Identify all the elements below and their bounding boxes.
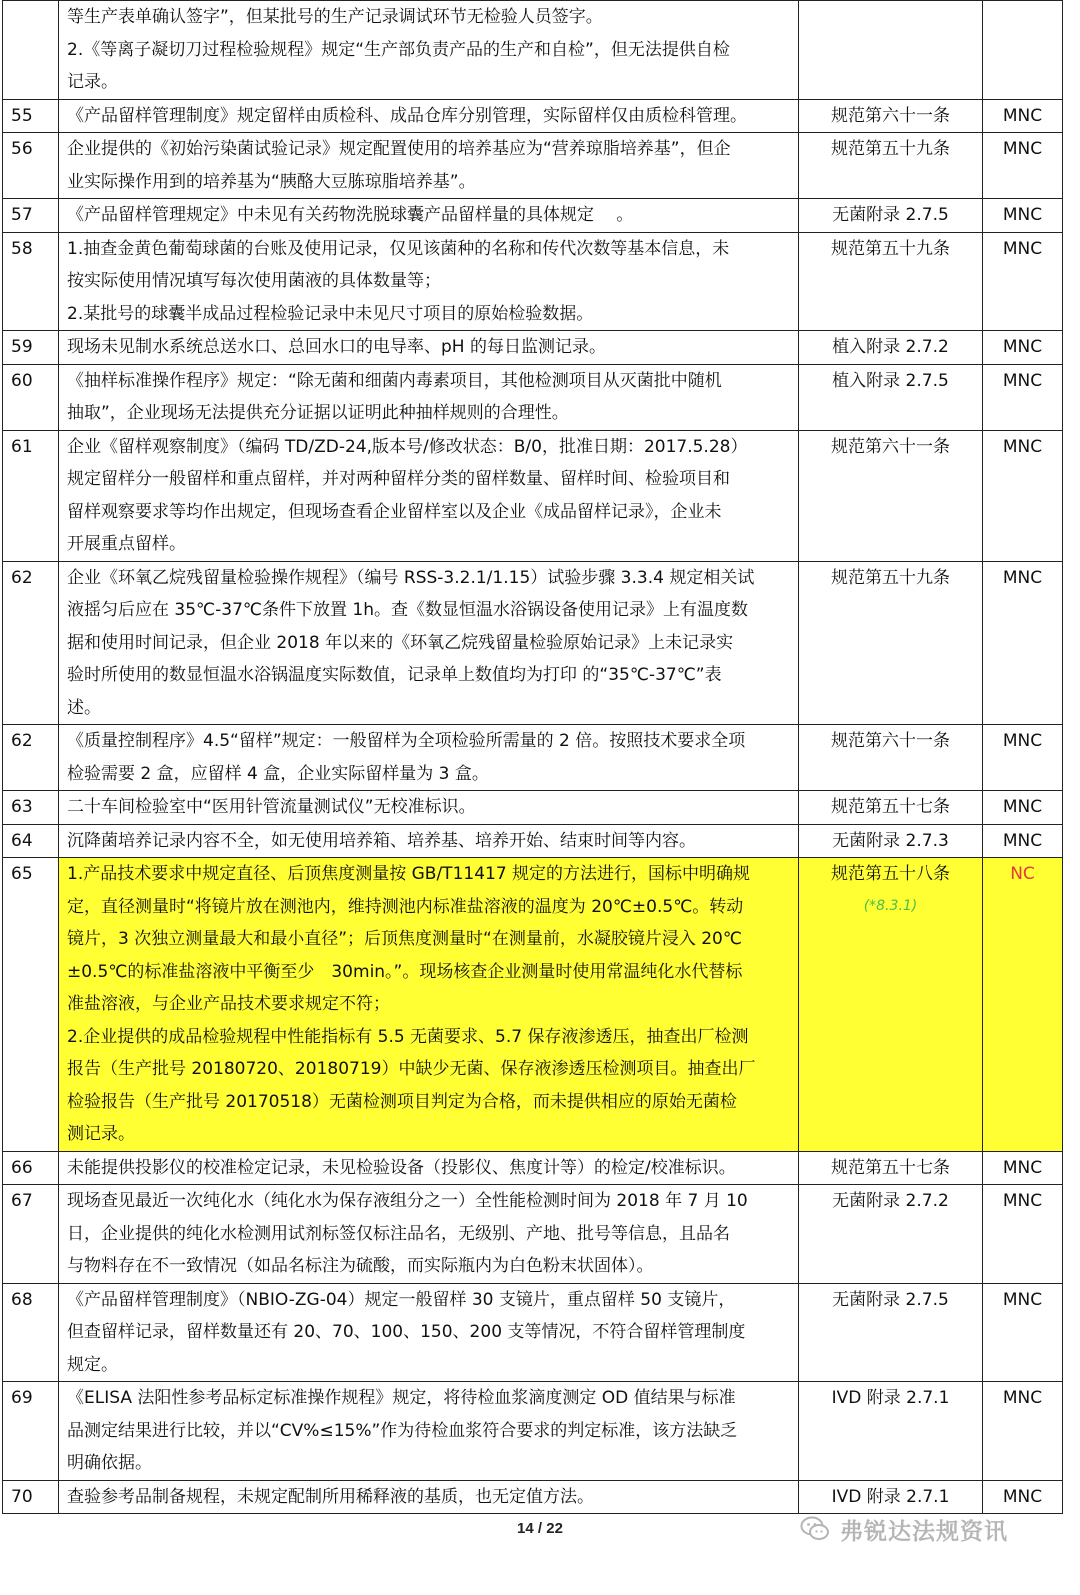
table-row — [3, 232, 1063, 331]
findings-table — [2, 0, 1063, 1514]
item-number — [3, 1, 59, 100]
item-number: 61 — [3, 430, 59, 561]
description-line: 等生产表单确认签字”，但某批号的生产记录调试环节无检验人员签字。 — [67, 7, 603, 27]
description-line: 查验参考品制备规程，未规定配制所用稀释液的基质，也无定值方法。 — [67, 1486, 594, 1507]
finding-description — [59, 133, 799, 199]
item-number: 63 — [3, 791, 59, 825]
regulation-reference — [799, 199, 983, 233]
regulation-reference — [799, 1283, 983, 1382]
description-line: 但查留样记录，留样数量还有 20、70、100、150、200 支等情况，不符合留样管理制度 — [67, 1322, 746, 1342]
nonconformity-grade: MNC — [983, 1185, 1063, 1284]
finding-description — [59, 1, 799, 100]
table-row — [3, 1382, 1063, 1481]
description-line: 与物料存在不一致情况（如品名标注为硫酸，而实际瓶内为白色粉末状固体）。 — [67, 1256, 654, 1276]
finding-description — [59, 99, 799, 133]
regulation-reference — [799, 725, 983, 791]
description-line: 抽取”，企业现场无法提供充分证据以证明此种抽样规则的合理性。 — [67, 403, 569, 423]
description-line: 镜片，3 次独立测量最大和最小直径”；后顶焦度测量时“在测量前，水凝胶镜片浸入 20℃ — [67, 929, 742, 949]
item-number: 55 — [3, 99, 59, 133]
finding-description — [59, 364, 799, 430]
item-number: 66 — [3, 1151, 59, 1185]
table-row — [3, 430, 1063, 561]
description-line: 2.某批号的球囊半成品过程检验记录中未见尺寸项目的原始检验数据。 — [67, 303, 594, 324]
nonconformity-grade: MNC — [983, 561, 1063, 725]
item-number: 62 — [3, 725, 59, 791]
watermark — [800, 1507, 1050, 1551]
regulation-reference — [799, 1185, 983, 1284]
table-row — [3, 1283, 1063, 1382]
page-total: 22 — [546, 1520, 563, 1537]
regulation-reference — [799, 1151, 983, 1185]
finding-description — [59, 858, 799, 1152]
finding-description — [59, 430, 799, 561]
item-number: 68 — [3, 1283, 59, 1382]
nonconformity-grade: MNC — [983, 364, 1063, 430]
finding-description — [59, 199, 799, 233]
description-line: 日，企业提供的纯化水检测用试剂标签仅标注品名，无级别、产地、批号等信息，且品名 — [67, 1223, 730, 1244]
reference-text: 规范第六十一条 — [831, 105, 950, 126]
description-line: 述。 — [67, 697, 101, 718]
description-line: 品测定结果进行比较，并以“CV%≤15%”作为待检血浆符合要求的判定标准，该方法缺乏 — [67, 1420, 738, 1441]
finding-description — [59, 331, 799, 365]
nonconformity-grade: MNC — [983, 1283, 1063, 1382]
regulation-reference — [799, 791, 983, 825]
table-row — [3, 725, 1063, 791]
regulation-reference — [799, 331, 983, 365]
nonconformity-grade: MNC — [983, 725, 1063, 791]
description-line: 报告（生产批号 20180720、20180719）中缺少无菌、保存液渗透压检测项目。抽查出厂 — [67, 1059, 756, 1079]
description-line: 未能提供投影仪的校准检定记录，未见检验设备（投影仪、焦度计等）的检定/校准标识。 — [67, 1157, 736, 1178]
description-line: 沉降菌培养记录内容不全，如无使用培养箱、培养基、培养开始、结束时间等内容。 — [67, 830, 696, 851]
reference-text: 规范第五十七条 — [831, 1157, 950, 1178]
description-line: ±0.5℃的标准盐溶液中平衡至少 30min。”。现场核查企业测量时使用常温纯化水代替标 — [67, 961, 743, 982]
description-line: 规定。 — [67, 1354, 118, 1375]
item-number: 70 — [3, 1480, 59, 1514]
description-line: 《质量控制程序》4.5“留样”规定：一般留样为全项检验所需量的 2 倍。按照技术要求全项 — [67, 731, 746, 751]
regulation-reference — [799, 824, 983, 858]
table-row — [3, 1151, 1063, 1185]
description-line: 《产品留样管理规定》中未见有关药物洗脱球囊产品留样量的具体规定 。 — [67, 205, 634, 225]
regulation-reference — [799, 364, 983, 430]
nonconformity-grade: MNC — [983, 1382, 1063, 1481]
finding-description — [59, 232, 799, 331]
finding-description — [59, 791, 799, 825]
table-row — [3, 791, 1063, 825]
table-row — [3, 364, 1063, 430]
item-number: 60 — [3, 364, 59, 430]
description-line: 二十车间检验室中“医用针管流量测试仪”无校准标识。 — [67, 797, 476, 817]
description-line: 《抽样标准操作程序》规定：“除无菌和细菌内毒素项目，其他检测项目从灭菌批中随机 — [67, 370, 722, 391]
item-number: 59 — [3, 331, 59, 365]
nonconformity-grade: MNC — [983, 331, 1063, 365]
finding-description — [59, 561, 799, 725]
wechat-icon — [800, 1515, 830, 1543]
description-line: 企业《环氧乙烷残留量检验操作规程》（编号 RSS-3.2.1/1.15）试验步骤 3.3.4 规定相关试 — [67, 567, 755, 588]
item-number: 65 — [3, 858, 59, 1152]
description-line: 业实际操作用到的培养基为“胰酪大豆胨琼脂培养基”。 — [67, 171, 476, 192]
finding-description — [59, 725, 799, 791]
finding-description — [59, 1151, 799, 1185]
item-number: 56 — [3, 133, 59, 199]
description-line: 企业提供的《初始污染菌试验记录》规定配置使用的培养基应为“营养琼脂培养基”，但企 — [67, 139, 731, 159]
reference-text: 规范第五十九条 — [831, 567, 950, 588]
table-row — [3, 99, 1063, 133]
nonconformity-grade: MNC — [983, 133, 1063, 199]
table-row — [3, 1, 1063, 100]
description-line: 《ELISA 法阳性参考品标定标准操作规程》规定，将待检血浆滴度测定 OD 值结果与标准 — [67, 1388, 736, 1408]
table-row — [3, 858, 1063, 1152]
description-line: 明确依据。 — [67, 1453, 152, 1473]
finding-description — [59, 1283, 799, 1382]
description-line: 1.抽查金黄色葡萄球菌的台账及使用记录，仅见该菌种的名称和传代次数等基本信息，未 — [67, 238, 730, 259]
description-line: 记录。 — [67, 72, 118, 92]
nonconformity-grade: MNC — [983, 99, 1063, 133]
nonconformity-grade — [983, 1, 1063, 100]
regulation-reference — [799, 561, 983, 725]
regulation-reference — [799, 99, 983, 133]
item-number: 62 — [3, 561, 59, 725]
item-number: 58 — [3, 232, 59, 331]
description-line: 《产品留样管理制度》（NBIO-ZG-04）规定一般留样 30 支镜片，重点留样 50 支镜片， — [67, 1289, 736, 1310]
table-row — [3, 133, 1063, 199]
nonconformity-grade: MNC — [983, 430, 1063, 561]
description-line: 《产品留样管理制度》规定留样由质检科、成品仓库分别管理，实际留样仅由质检科管理。 — [67, 105, 747, 126]
reference-text: 无菌附录 2.7.2 — [832, 1191, 949, 1211]
reference-subclause: (*8.3.1) — [863, 897, 918, 914]
reference-text: 无菌附录 2.7.5 — [832, 1289, 949, 1310]
description-line: 液摇匀后应在 35℃-37℃条件下放置 1h。查《数显恒温水浴锅设备使用记录》上有温度数 — [67, 600, 748, 620]
reference-text: 植入附录 2.7.2 — [832, 337, 949, 357]
regulation-reference — [799, 232, 983, 331]
item-number: 67 — [3, 1185, 59, 1284]
findings-table-body — [3, 1, 1063, 1514]
table-row — [3, 199, 1063, 233]
nonconformity-grade: MNC — [983, 1480, 1063, 1514]
reference-text: 无菌附录 2.7.5 — [832, 205, 949, 225]
description-line: 验时所使用的数显恒温水浴锅温度实际数值，记录单上数值均为打印 的“35℃-37℃”表 — [67, 665, 722, 685]
finding-description — [59, 824, 799, 858]
description-line: 测记录。 — [67, 1124, 135, 1144]
reference-text: 植入附录 2.7.5 — [832, 370, 949, 391]
reference-text: 规范第五十八条 — [831, 864, 950, 884]
table-row — [3, 1185, 1063, 1284]
regulation-reference — [799, 430, 983, 561]
regulation-reference — [799, 858, 983, 1152]
regulation-reference — [799, 133, 983, 199]
table-row — [3, 561, 1063, 725]
table-row — [3, 331, 1063, 365]
reference-text: 无菌附录 2.7.3 — [832, 830, 949, 851]
nonconformity-grade: MNC — [983, 232, 1063, 331]
description-line: 定，直径测量时“将镜片放在测池内，维持测池内标准盐溶液的温度为 20℃±0.5℃。转动 — [67, 896, 744, 917]
regulation-reference — [799, 1382, 983, 1481]
reference-text: 规范第六十一条 — [831, 731, 950, 751]
reference-text: IVD 附录 2.7.1 — [831, 1388, 950, 1408]
reference-text: 规范第六十一条 — [831, 436, 950, 457]
description-line: 准盐溶液，与企业产品技术要求规定不符； — [67, 994, 390, 1014]
description-line: 开展重点留样。 — [67, 534, 186, 554]
item-number: 69 — [3, 1382, 59, 1481]
watermark-text: 弗锐达法规资讯 — [840, 1518, 1008, 1545]
nonconformity-grade: NC — [983, 858, 1063, 1152]
description-line: 2.企业提供的成品检验规程中性能指标有 5.5 无菌要求、5.7 保存液渗透压，抽查出厂检测 — [67, 1026, 749, 1047]
finding-description — [59, 1185, 799, 1284]
finding-description — [59, 1382, 799, 1481]
page-separator: / — [537, 1520, 543, 1537]
reference-text: 规范第五十七条 — [831, 797, 950, 817]
nonconformity-grade: MNC — [983, 824, 1063, 858]
reference-text: 规范第五十九条 — [831, 238, 950, 259]
description-line: 检验需要 2 盒，应留样 4 盒，企业实际留样量为 3 盒。 — [67, 763, 489, 784]
finding-description — [59, 1480, 799, 1514]
description-line: 规定留样分一般留样和重点留样，并对两种留样分类的留样数量、留样时间、检验项目和 — [67, 469, 730, 489]
item-number: 57 — [3, 199, 59, 233]
description-line: 1.产品技术要求中规定直径、后顶焦度测量按 GB/T11417 规定的方法进行，国标中明确规 — [67, 864, 751, 884]
reference-text: IVD 附录 2.7.1 — [831, 1486, 950, 1507]
description-line: 检验报告（生产批号 20170518）无菌检测项目判定为合格，而未提供相应的原始无菌检 — [67, 1091, 737, 1112]
description-line: 按实际使用情况填写每次使用菌液的具体数量等； — [67, 271, 441, 291]
description-line: 现场查见最近一次纯化水（纯化水为保存液组分之一）全性能检测时间为 2018 年 7 月 10 — [67, 1191, 748, 1211]
description-line: 留样观察要求等均作出规定，但现场查看企业留样室以及企业《成品留样记录》，企业未 — [67, 501, 722, 522]
description-line: 据和使用时间记录，但企业 2018 年以来的《环氧乙烷残留量检验原始记录》上未记录实 — [67, 632, 734, 653]
item-number: 64 — [3, 824, 59, 858]
nonconformity-grade: MNC — [983, 791, 1063, 825]
nonconformity-grade: MNC — [983, 1151, 1063, 1185]
table-row — [3, 824, 1063, 858]
page-current: 14 — [517, 1520, 534, 1537]
reference-text: 规范第五十九条 — [831, 139, 950, 159]
description-line: 现场未见制水系统总送水口、总回水口的电导率、pH 的每日监测记录。 — [67, 337, 606, 357]
nonconformity-grade: MNC — [983, 199, 1063, 233]
regulation-reference — [799, 1, 983, 100]
description-line: 企业《留样观察制度》（编码 TD/ZD-24,版本号/修改状态：B/0，批准日期：2017.5.28） — [67, 436, 748, 457]
description-line: 2.《等离子凝切刀过程检验规程》规定“生产部负责产品的生产和自检”，但无法提供自检 — [67, 39, 730, 60]
